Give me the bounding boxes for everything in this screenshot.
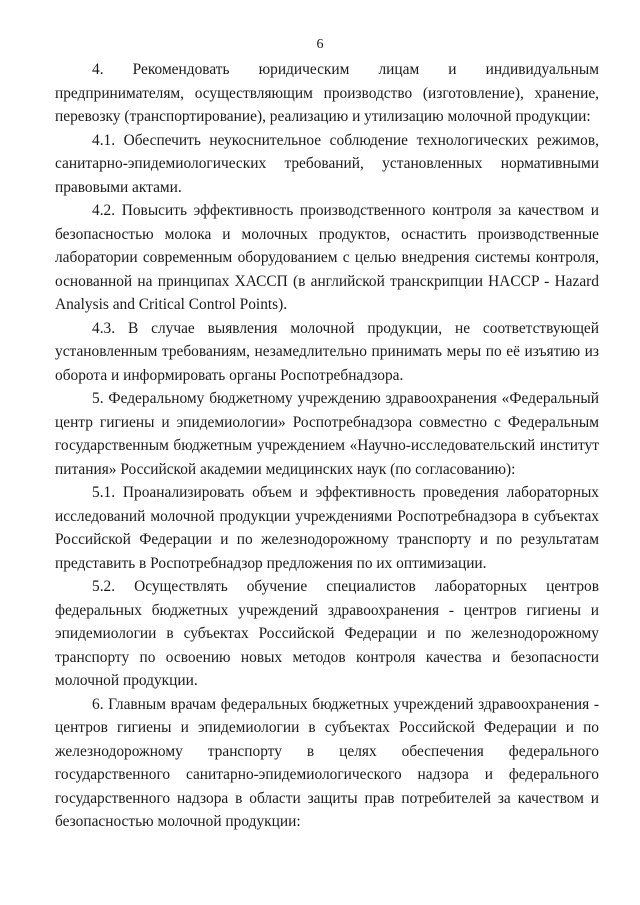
paragraph-4: 4. Рекомендовать юридическим лицам и индивидуальным предпринимателям, осуществляющим производство (изготовление), хранение, перевозку (транспортирование), реализацию и утилизацию молочной продукции:	[55, 61, 599, 125]
paragraph-5-1: 5.1. Проанализировать объем и эффективность проведения лабораторных исследований молочной продукции учреждениями Роспотребнадзора в субъектах Российской Федерации и по железнодорожному транспорту и по результатам представить в Роспотребнадзор предложения по их оптимизации.	[55, 484, 599, 572]
document-body	[55, 58, 599, 834]
paragraph-4-1: 4.1. Обеспечить неукоснительное соблюдение технологических режимов, санитарно-эпидемиологических требований, установленных нормативными правовыми актами.	[55, 131, 599, 196]
paragraph-4-3: 4.3. В случае выявления молочной продукции, не соответствующей установленным требованиям, незамедлительно принимать меры по её изъятию из оборота и информировать органы Роспотребнадзора.	[55, 319, 599, 384]
page-number: 6	[316, 37, 324, 52]
paragraph-5-2: 5.2. Осуществлять обучение специалистов лабораторных центров федеральных бюджетных учреждений здравоохранения - центров гигиены и эпидемиологии в субъектах Российской Федерации и по железнодорожному транспорту по освоению новых методов контроля качества и безопасности молочной продукции.	[55, 578, 599, 689]
paragraph-5: 5. Федеральному бюджетному учреждению здравоохранения «Федеральный центр гигиены и эпидемиологии» Роспотребнадзора совместно с Федеральным государственным бюджетным учреждением «Научно-исследовательский институт питания» Российской академии медицинских наук (по согласованию):	[55, 390, 599, 478]
paragraph-4-2: 4.2. Повысить эффективность производственного контроля за качеством и безопасностью молока и молочных продуктов, оснастить производственные лаборатории современным оборудованием с целью внедрения системы контроля, основанной на принципах ХАССП (в английской транскрипции HACCP - Hazard Analysis and Critical Control Points).	[55, 202, 599, 313]
paragraph-6: 6. Главным врачам федеральных бюджетных учреждений здравоохранения - центров гигиены и эпидемиологии в субъектах Российской Федерации и по железнодорожному транспорту в целях обеспечения федерального государственного санитарно-эпидемиологического надзора и федерального государственного надзора в области защиты прав потребителей за качеством и безопасностью молочной продукции:	[55, 695, 599, 830]
